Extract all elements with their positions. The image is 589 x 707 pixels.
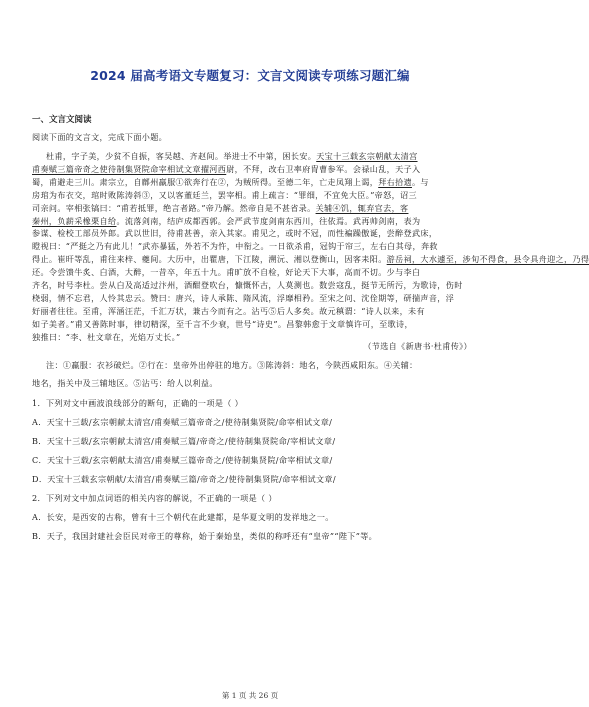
passage-line: [32, 305, 472, 317]
passage-text: 尉，不拜，改右卫率府胄曹参军。会禄山乱，天子入: [226, 163, 421, 174]
passage-text: 如子美者。”甫又善陈时事，律切精深，至千言不少衰，世号“诗史”。昌黎韩愈于文章慎许可，至歌诗，: [32, 318, 413, 329]
passage-text: 独推曰：“李、杜文章在，光焰万丈长。”: [32, 331, 181, 342]
passage-text: 司亲问。宰相张镐曰：“甫若抵罪，绝言者路。”帝乃解。然帝自是不甚省录。: [32, 202, 316, 213]
passage-line: [32, 318, 472, 330]
note-line: 地名，指关中及三辅地区。⑤沾丐：给人以利益。: [32, 378, 218, 388]
passage-line: [32, 202, 472, 214]
answer-option-a[interactable]: A．天宝十三载/玄宗朝献太清宫/甫奏赋三篇帝奇之/使待制集贤院/命宰相试文章/: [32, 417, 333, 427]
passage-line: [32, 253, 589, 265]
passage-text: 得止。崔旰等乱，甫往来梓、夔间。大历中，出瞿唐，下江陵，溯沅、湘以登衡山，因客耒阳。: [32, 254, 387, 265]
passage-text: 。与: [411, 176, 429, 187]
passage-text: 蜀，甫避走三川。肃宗立，自鄜州羸服①欲奔行在②，为贼所得。至德二年，亡走凤翔上谒，: [32, 176, 379, 187]
page-footer: 第 1 页 共 26 页: [221, 691, 279, 700]
underlined-text: 秦州，负薪采橡栗自给: [32, 215, 117, 226]
passage-text: 。令尝馈牛炙、白酒，大醉，一昔卒，年五十九。甫旷放不自检，好论天下大事，高而不切。少与李白: [40, 267, 421, 278]
question-stem: 2．下列对文中加点词语的相关内容的解说，不正确的一项是（ ）: [32, 493, 277, 503]
passage-text: 参谋、检校工部员外郎。武以世旧，待甫甚善，亲入其家。甫见之，或时不冠，而性褊躁傲诞，尝醉登武床，: [32, 228, 438, 239]
passage-line: [32, 279, 472, 291]
passage-line: [32, 176, 472, 188]
underlined-text: 拜右拾遗: [378, 176, 412, 187]
passage-text: 杜甫，字子美，少贫不自振，客吴越、齐赵间。举进士不中第，困长安。: [46, 151, 317, 161]
section-heading: 一、文言文阅读: [32, 115, 92, 125]
passage-text: 。流落剑南，结庐成都西郭。会严武节度剑南东西川，往依焉。武再帅剑南，表为: [116, 215, 421, 226]
passage-text: 房琯为布衣交，琯时败陈涛斜③，又以客董廷兰，罢宰相。甫上疏言：“罪细，不宜免大臣。”帝怒，诏三: [32, 189, 417, 200]
answer-option-c[interactable]: C．天宝十三载/玄宗朝献太清宫/甫奏赋三篇帝奇之/使待制集贤院/命宰相试文章/: [32, 455, 333, 465]
passage-line: [32, 163, 472, 175]
source-citation: （节选自《新唐书·杜甫传》）: [363, 341, 472, 351]
passage-line: [32, 189, 472, 201]
underlined-text: 甫奏赋三篇帝奇之使待制集贤院命宰相试文章擢河西: [32, 163, 227, 174]
note-line: 注：①羸服：衣衫破烂。②行在：皇帝外出停驻的地方。③陈涛斜：地名，今陕西咸阳东。④关辅：: [46, 360, 418, 370]
passage-line: [32, 292, 472, 304]
passage-line: [46, 150, 472, 162]
underlined-text: 天宝十三载玄宗朝献太清宫: [316, 151, 418, 161]
passage-text: 瞪视曰：“严挺之乃有此儿！”武亦暴猛，外若不为忤，中衔之。一日欲杀甫，冠钩于帘三，左右白其母，奔救: [32, 241, 438, 252]
underlined-text: 游岳祠，大水遽至，涉旬不得食，县令具舟迎之，乃得: [386, 254, 589, 265]
passage-text: 齐名，时号李杜。尝从白及高适过汴州，酒酣登吹台，慷慨怀古，人莫测也。数尝寇乱，挺节无所污，为歌诗，伤时: [32, 280, 463, 290]
answer-option-b[interactable]: B．天子，我国封建社会臣民对帝王的尊称，始于秦始皇，类似的称呼还有“皇帝”“陛下”等。: [32, 531, 378, 541]
passage-line: [32, 215, 472, 227]
question-stem: 1．下列对文中画波浪线部分的断句，正确的一项是（ ）: [32, 398, 244, 408]
answer-option-a[interactable]: A．长安，是西安的古称，曾有十三个朝代在此建都，是华夏文明的发祥地之一。: [32, 512, 334, 522]
passage-line: [32, 266, 472, 278]
passage-text: 好丽者往往。至甫，浑涵汪茫，千汇万状，兼古今而有之。沾丐⑤后人多矣。故元稹谓：“诗人以来，未有: [32, 305, 425, 316]
instruction-text: 阅读下面的文言文，完成下面小题。: [32, 132, 168, 142]
passage-line: [32, 227, 472, 239]
answer-option-b[interactable]: B．天宝十三载/玄宗朝献太清宫/甫奏赋三篇/帝奇之/使待制集贤院命/宰相试文章/: [32, 436, 336, 446]
underlined-text: 关辅④饥，辄弃官去，客: [315, 202, 409, 213]
passage-text: 桡弱，情不忘君，人怜其忠云。赞曰：唐兴，诗人承陈、隋风流，浮靡相矜。至宋之问、沈佺期等，研揣声音，浮: [32, 292, 455, 303]
document-title: 2024 届高考语文专题复习：文言文阅读专项练习题汇编: [90, 68, 410, 83]
answer-option-d[interactable]: D．天宝十三载玄宗朝献/太清宫/甫奏赋三篇/帝奇之/使待制集贤院/命宰相试文章/: [32, 474, 336, 484]
passage-line: [32, 240, 472, 252]
passage-text: 还: [32, 267, 41, 278]
